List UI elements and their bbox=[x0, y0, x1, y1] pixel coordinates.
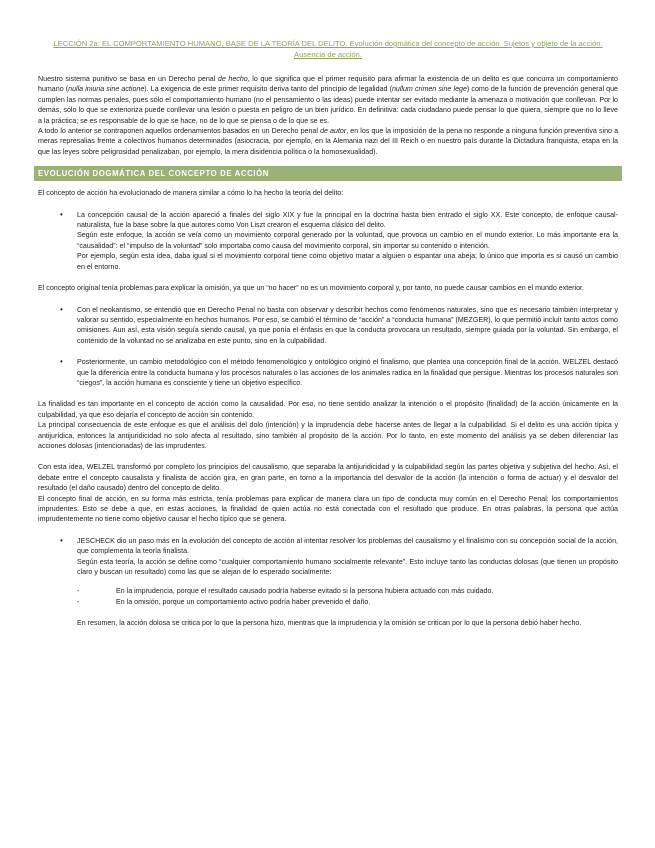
paragraph-finalidad-2: La principal consecuencia de este enfoque es que el análisis del dolo (intención) y la imprudencia debe hacerse antes de llegar a la culpabilidad. Si el delito es una acción típica y antijurídica, entonces la antijuridicidad no solo afecta al resultado, sino también al propósito de la acción. Por lo tanto, en este momento del análisis ya se deben diferenciar las acciones dolosas (intencionadas) de las imprudentes. bbox=[38, 421, 618, 450]
bullet-list-2 bbox=[38, 305, 618, 389]
dash-icon: - bbox=[77, 597, 80, 606]
paragraph-finalidad-1: La finalidad es tan importante en el concepto de acción como la causalidad. Por eso, no tiene sentido analizar la intención o el propósito (finalidad) de la acción únicamente en la culpabilidad, ya que eso dejaría el concepto de acción sin contenido. bbox=[38, 400, 618, 419]
section-heading: EVOLUCIÓN DOGMÁTICA DEL CONCEPTO DE ACCIÓN bbox=[34, 166, 622, 181]
dash-icon: - bbox=[77, 587, 80, 596]
bullet-icon: • bbox=[60, 209, 63, 219]
bullet-icon: • bbox=[60, 304, 63, 314]
list-item-causal: • La concepción causal de la acción apareció a finales del siglo XIX y fue la principal en la doctrina hasta bien entrado el siglo XX. Este concepto, de enfoque causal-naturalista, fue la base sobre la que autores como Von Liszt crearon el esquema clásico del delito. Según este enfoque, la acción se veía como un movimiento corporal generado por la voluntad, que provoca un cambio en el mundo exterior. Lo más importante era la “causalidad”: el “impulso de la voluntad” solo importaba como causa del movimiento corporal, sin importar su contenido o intención. Por ejemplo, según esta idea, daba igual si el movimiento corporal tiene como objetivo matar a alguien o espantar una abeja; lo único que importa es si causó un cambio en el entorno. bbox=[60, 209, 618, 271]
paragraph-welzel-2: El concepto final de acción, en su forma más estricta, tenía problemas para explicar de manera clara un tipo de conducta muy común en el Derecho Penal: los comportamientos imprudentes. Esto se debe a que, en estas acciones, la finalidad de quien actúa no está conectada con el resultado que produce. En otras palabras, la persona que actúa imprudentemente no tiene como objetivo causar el hecho típico que se genera. bbox=[38, 494, 618, 524]
dash-list bbox=[77, 586, 618, 607]
list-item-jescheck: • JESCHECK dio un paso más en la evolución del concepto de acción al intentar resolver los problemas del causalismo y el finalismo con su concepción social de la acción, que complementa la teoría finalista. Según esta teoría, la acción se define como “cualquier comportamiento humano socialmente relevante”. Esto incluye tanto las conductas dolosas (que tienen un propósito claro y buscan un resultado) como las que se alejan de lo esperado socialmente: - En la imprudencia, porque el resultado causado podría haberse evitado si la persona hubiera actuado con más cuidado. - En la omisión, porque un comportamiento activo podría haber prevenido el daño. En resumen, la acción dolosa se critica por lo que la persona hizo, mientras que la imprudencia y la omisión se critican por lo que la persona debió haber hecho. bbox=[60, 535, 618, 628]
paragraph-omision: El concepto original tenía problemas para explicar la omisión, ya que un “no hacer” no es un movimiento corporal y, por tanto, no puede causar cambios en el mundo exterior. bbox=[38, 284, 584, 293]
intro-block bbox=[38, 74, 618, 157]
section-lead: El concepto de acción ha evolucionado de manera similar a cómo lo ha hecho la teoría del delito: bbox=[38, 189, 344, 198]
intro-paragraph-2: A todo lo anterior se contraponen aquellos ordenamientos basados en un Derecho penal de autor, en los que la imposición de la pena no responde a ninguna función preventiva sino a meras represalias frente a colectivos humanos determinados (asiocracia, por ejemplo, en la Alemania nazi del III Reich o en nuestro país durante la Dictadura franquista, etapa en la que las leyes sobre peligrosidad penalizaban, por ejemplo, la mera disidencia política o la homosexualidad). bbox=[38, 127, 619, 156]
dash-item-omision: - En la omisión, porque un comportamiento activo podría haber prevenido el daño. bbox=[77, 597, 371, 606]
list-item-finalismo: • Posteriormente, un cambio metodológico con el método fenomenológico y ontológico originó el finalismo, que plantea una concepción final de la acción. WELZEL destacó que la diferencia entre la conducta humana y los procesos naturales o las acciones de los animales radica en la finalidad que persigue. Mientras los procesos naturales son “ciegos”, la acción humana es consciente y tiene un objetivo específico. bbox=[60, 357, 618, 387]
bullet-icon: • bbox=[60, 535, 63, 545]
bullet-icon: • bbox=[60, 357, 63, 367]
list-item-neokantismo: • Con el neokantismo, se entendió que en Derecho Penal no basta con observar y describir hechos como fenómenos naturales, sino que es necesario también interpretar y valorar su sentido, especialmente en hechos humanos. Por eso, se cambió el término de “acción” a “conducta humana” (MEZGER), lo que permitió incluir tanto actos como omisiones. Aun así, esta visión seguía siendo causal, ya que ponía el énfasis en que la conducta provocara un resultado, siempre guiada por la voluntad. Sin embargo, el contenido de la voluntad no se analizaba en este punto, sino en la culpabilidad. bbox=[60, 304, 618, 345]
intro-paragraph-1: Nuestro sistema punitivo se basa en un Derecho penal de hecho, lo que significa que el primer requisito para afirmar la existencia de un delito es que concurra un comportamiento humano (nulla iniuria sine actione). La exigencia de este primer requisito deriva tanto del principio de legalidad (nullum crimen sine lege) como de la función de prevención general que cumplen las normas penales, pues sólo el comportamiento humano (no el pensamiento o las ideas) puede intentar ser evitado mediante la amenaza o motivación que conllevan. Por lo demás, sólo lo que se exterioriza puede conllevar una lesión o puesta en peligro de un bien jurídico. En definitiva: cada ciudadano puede pensar lo que quiera, siempre que no lo lleve a la práctica; se es responsable de lo que se hace, no de lo que se piensa o de lo que se es. bbox=[38, 75, 618, 125]
bullet-list-3 bbox=[38, 536, 618, 629]
lesson-title: LECCIÓN 2a: EL COMPORTAMIENTO HUMANO, BASE DE LA TEORÍA DEL DELITO. Evolución dogmática del concepto de acción. Sujetos y objeto de la acción. Ausencia de acción. bbox=[53, 39, 603, 59]
dash-item-imprudencia: - En la imprudencia, porque el resultado causado podría haberse evitado si la persona hubiera actuado con más cuidado. bbox=[77, 587, 494, 596]
paragraph-welzel-1: Con esta idea, WELZEL transformó por completo los principios del causalismo, que separaba la antijuridicidad y la culpabilidad según las partes objetiva y subjetiva del hecho. Así, el debate entre el concepto causalista y finalista de acción gira, en gran parte, en torno a la importancia del desvalor de la acción (la intención o forma de actuar) y el desvalor del resultado (el daño causado) dentro del concepto de delito. bbox=[38, 463, 618, 493]
bullet-list-1 bbox=[38, 210, 618, 272]
document-page bbox=[38, 38, 618, 629]
